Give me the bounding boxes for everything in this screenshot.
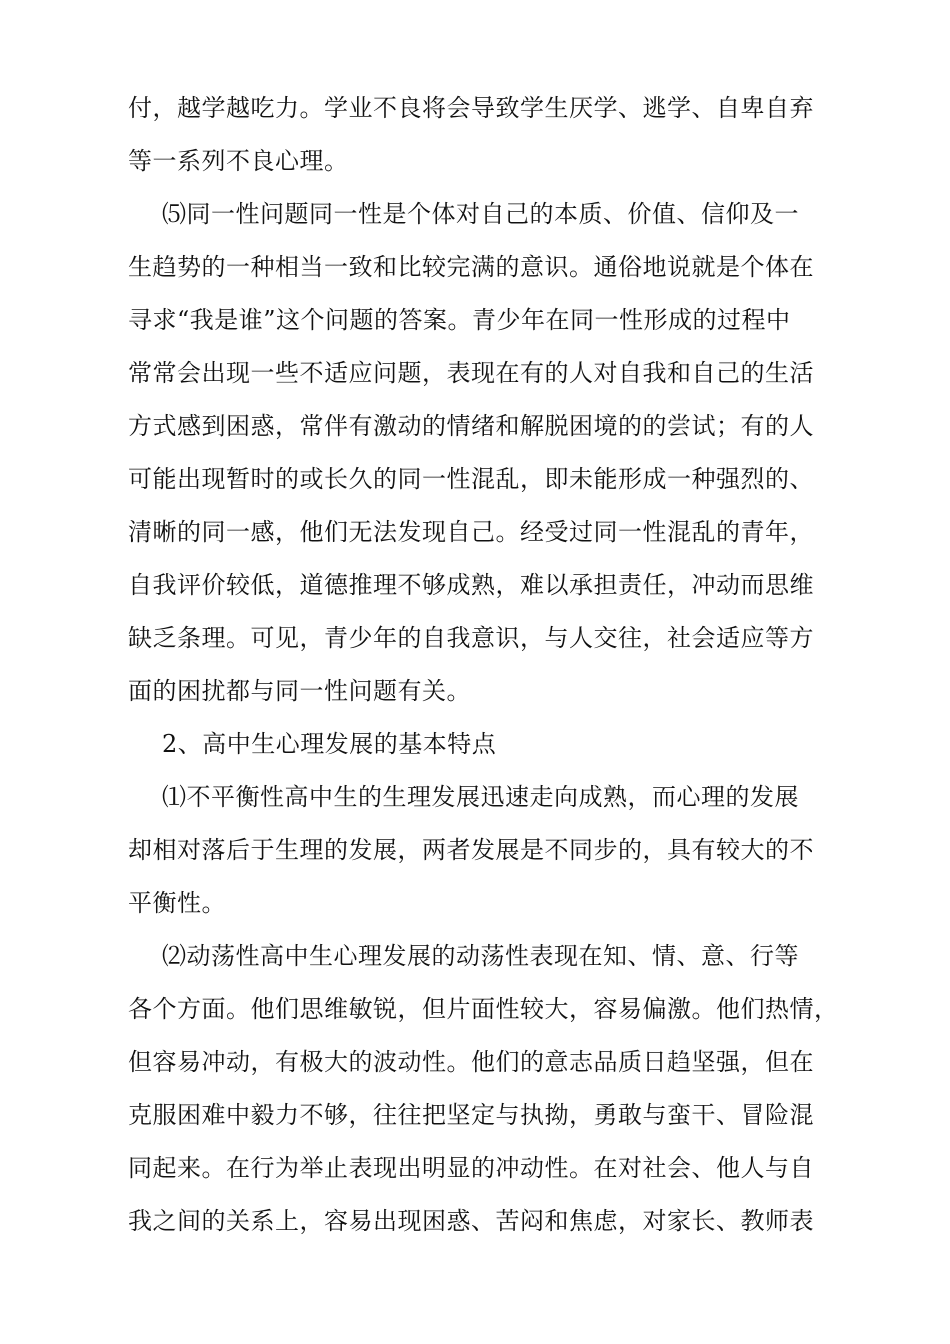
text-line: 常常会出现一些不适应问题，表现在有的人对自我和自己的生活 <box>128 359 814 387</box>
text-line: 清晰的同一感，他们无法发现自己。经受过同一性混乱的青年， <box>128 518 814 546</box>
text-line: 自我评价较低，道德推理不够成熟，难以承担责任，冲动而思维 <box>128 571 814 599</box>
text-line: 平衡性。 <box>128 889 226 917</box>
text-line: 却相对落后于生理的发展，两者发展是不同步的，具有较大的不 <box>128 836 814 864</box>
text-line: 但容易冲动，有极大的波动性。他们的意志品质日趋坚强，但在 <box>128 1048 814 1076</box>
text-line: 付，越学越吃力。学业不良将会导致学生厌学、逃学、自卑自弃 <box>128 94 814 122</box>
text-line: 我之间的关系上，容易出现困惑、苦闷和焦虑，对家长、教师表 <box>128 1207 814 1235</box>
text-line: 可能出现暂时的或长久的同一性混乱，即未能形成一种强烈的、 <box>128 465 814 493</box>
text-line: 方式感到困惑，常伴有激动的情绪和解脱困境的的尝试；有的人 <box>128 412 814 440</box>
paragraph-start-line: ⑸同一性问题同一性是个体对自己的本质、价值、信仰及一 <box>162 200 799 228</box>
text-line: 生趋势的一种相当一致和比较完满的意识。通俗地说就是个体在 <box>128 253 814 281</box>
paragraph-start-line: ⑴不平衡性高中生的生理发展迅速走向成熟，而心理的发展 <box>162 783 799 811</box>
section-heading: 2、高中生心理发展的基本特点 <box>162 730 497 758</box>
text-line: 缺乏条理。可见，青少年的自我意识，与人交往，社会适应等方 <box>128 624 814 652</box>
text-line: 克服困难中毅力不够，往往把坚定与执拗，勇敢与蛮干、冒险混 <box>128 1101 814 1129</box>
text-line: 各个方面。他们思维敏锐，但片面性较大，容易偏激。他们热情， <box>128 995 839 1023</box>
text-line: 同起来。在行为举止表现出明显的冲动性。在对社会、他人与自 <box>128 1154 814 1182</box>
text-line: 等一系列不良心理。 <box>128 147 349 175</box>
paragraph-start-line: ⑵动荡性高中生心理发展的动荡性表现在知、情、意、行等 <box>162 942 799 970</box>
text-line: 寻求“我是谁”这个问题的答案。青少年在同一性形成的过程中 <box>128 306 791 334</box>
text-line: 面的困扰都与同一性问题有关。 <box>128 677 471 705</box>
